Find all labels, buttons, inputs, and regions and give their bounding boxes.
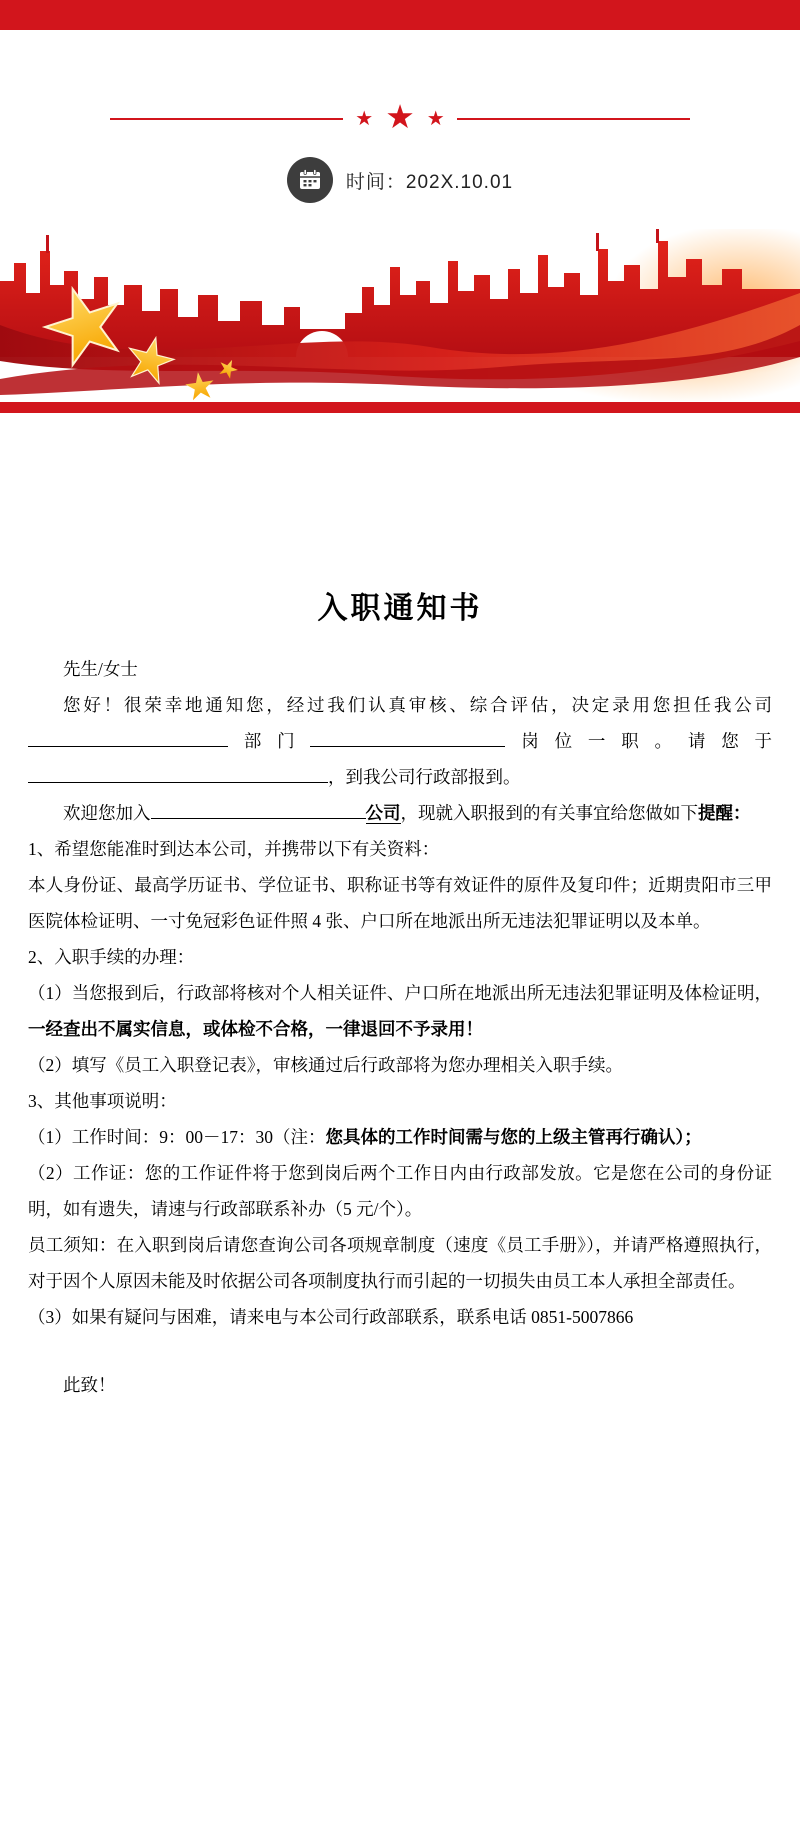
item-3-1-paragraph — [28, 1119, 772, 1155]
star-icon: ★ — [355, 107, 374, 130]
blank-underline — [151, 802, 366, 819]
item-2-2-paragraph — [28, 1047, 772, 1083]
document-body — [0, 651, 800, 1403]
salutation-text: 先生/女士 — [63, 659, 138, 679]
item-3-1-text: ）； — [675, 1127, 702, 1147]
item-3-2-text: （2）工作证：您的工作证件将于您到岗后两个工作日内由行政部发放。它是您在公司的身份证明，如有遗失，请速与行政部联系补办（5 元/个）。 — [28, 1163, 772, 1219]
item-3-1-emphasis: 您具体的工作时间需与您的上级主管再行确认 — [325, 1127, 676, 1147]
item-3-3-paragraph — [28, 1299, 772, 1335]
item-2-heading — [28, 939, 772, 975]
salutation-line — [28, 651, 772, 687]
greeting-paragraph — [28, 687, 772, 795]
item-2-1-warning: 一经查出不属实信息，或体检不合格，一律退回不予录用！ — [28, 1019, 483, 1039]
city-skyline-banner — [0, 229, 800, 401]
blank-underline — [28, 766, 328, 783]
item-2-1-text: （1）当您报到后，行政部将核对个人相关证件、户口所在地派出所无违法犯罪证明及体检证明， — [28, 983, 772, 1003]
company-label: 公司 — [365, 803, 401, 823]
item-1-heading-text: 1、希望您能准时到达本公司，并携带以下有关资料： — [28, 839, 440, 859]
reminder-label: 提醒： — [698, 803, 751, 823]
closing-line — [28, 1367, 772, 1403]
welcome-text: ，现就入职报到的有关事宜给您做如下 — [400, 803, 698, 823]
top-red-bar — [0, 0, 800, 30]
greeting-text: 部门 — [228, 731, 311, 751]
greeting-text: 您好！很荣幸地通知您，经过我们认真审核、综合评估，决定录用您担任我公司 — [63, 695, 772, 715]
red-strip — [0, 402, 800, 413]
star-divider — [110, 102, 690, 135]
city-skyline-graphic — [0, 229, 800, 401]
blank-underline — [310, 730, 505, 747]
divider-line-right — [457, 118, 690, 120]
item-3-2-paragraph — [28, 1155, 772, 1227]
materials-paragraph — [28, 867, 772, 939]
staff-notice-text: 员工须知：在入职到岗后请您查询公司各项规章制度（速度《员工手册》），并请严格遵照执行，对于因个人原因未能及时依据公司各项制度执行而引起的一切损失由员工本人承担全部责任。 — [28, 1235, 772, 1291]
time-label: 时间：202X.10.01 — [345, 171, 514, 193]
star-icon: ★ — [385, 100, 415, 136]
calendar-icon — [287, 157, 333, 203]
closing-text: 此致！ — [63, 1375, 116, 1395]
item-3-1-text: （1）工作时间：9：00－17：30（注： — [28, 1127, 326, 1147]
greeting-text: 岗位一职。请您于 — [505, 731, 773, 751]
divider-line-left — [110, 118, 343, 120]
time-row — [0, 157, 800, 203]
item-3-3-text: （3）如果有疑问与困难，请来电与本公司行政部联系，联系电话 0851-5007866 — [28, 1307, 634, 1327]
item-2-1-paragraph — [28, 975, 772, 1047]
item-3-heading — [28, 1083, 772, 1119]
item-2-2-text: （2）填写《员工入职登记表》，审核通过后行政部将为您办理相关入职手续。 — [28, 1055, 623, 1075]
greeting-text: ，到我公司行政部报到。 — [328, 767, 521, 787]
item-1-heading — [28, 831, 772, 867]
document-title: 入职通知书 — [317, 592, 483, 625]
welcome-paragraph — [28, 795, 772, 831]
materials-text: 本人身份证、最高学历证书、学位证书、职称证书等有效证件的原件及复印件；近期贵阳市三甲医院体检证明、一寸免冠彩色证件照 4 张、户口所在地派出所无违法犯罪证明以及本单。 — [28, 875, 772, 931]
staff-notice-paragraph — [28, 1227, 772, 1299]
item-2-heading-text: 2、入职手续的办理： — [28, 947, 195, 967]
item-3-heading-text: 3、其他事项说明： — [28, 1091, 177, 1111]
blank-underline — [28, 730, 228, 747]
welcome-text: 欢迎您加入 — [63, 803, 151, 823]
star-icon: ★ — [426, 107, 445, 130]
